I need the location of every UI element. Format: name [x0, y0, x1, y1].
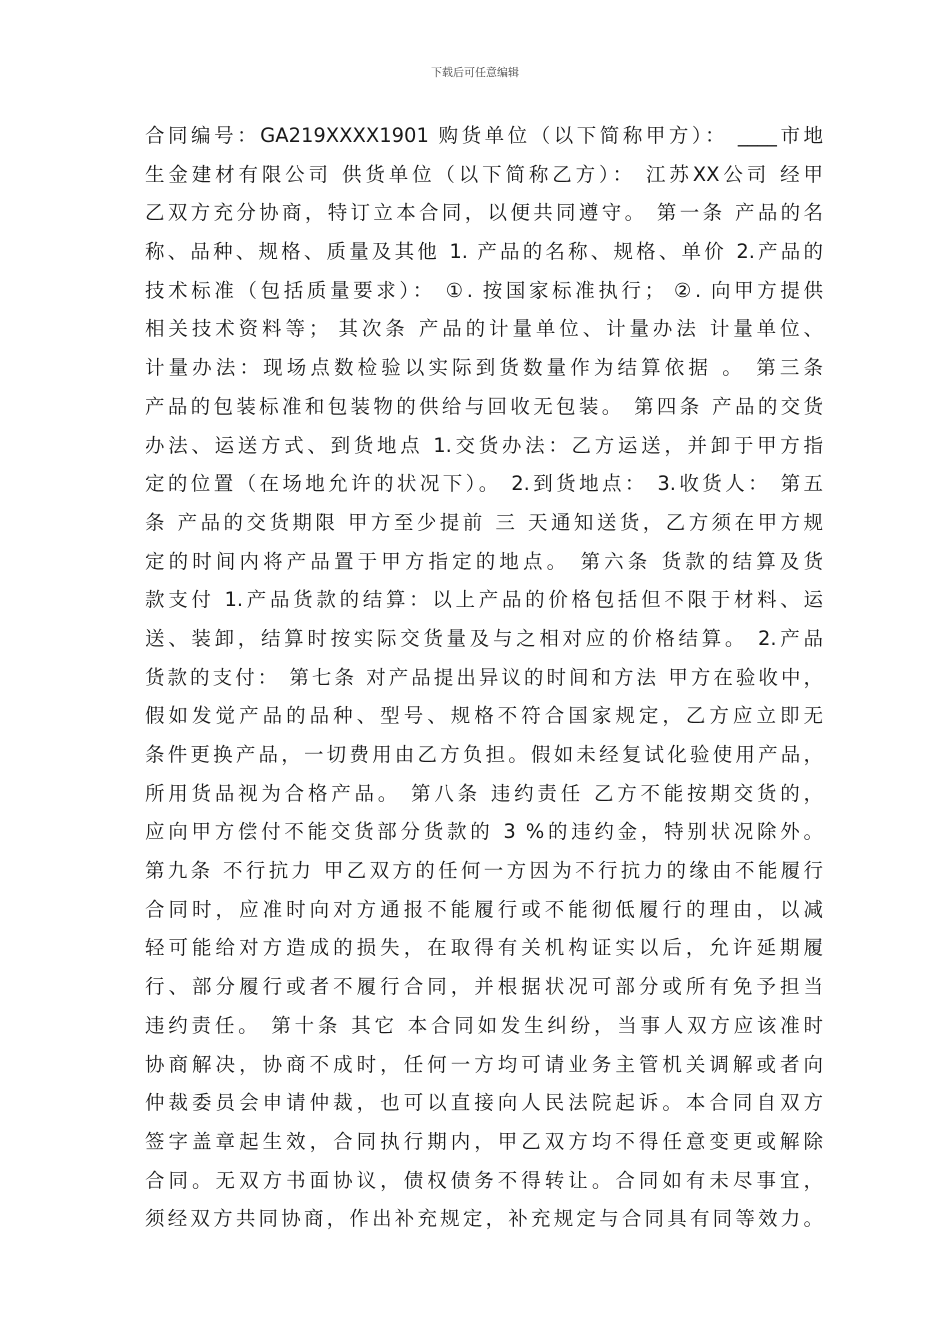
contract-text-line: 计量办法：现场点数检验以实际到货数量作为结算依据 。 第三条 [145, 356, 823, 380]
contract-text-line: 技术标准（包括质量要求）： ①. 按国家标准执行； ②. 向甲方提供 [145, 278, 823, 302]
contract-text-line: 办法、运送方式、到货地点 1.交货办法：乙方运送，并卸于甲方指 [145, 433, 823, 457]
contract-text-line: 假如发觉产品的品种、型号、规格不符合国家规定，乙方应立即无 [145, 704, 823, 728]
contract-text-line: 第九条 不行抗力 甲乙双方的任何一方因为不行抗力的缘由不能履行 [145, 859, 823, 883]
contract-text-line: 行、部分履行或者不履行合同，并根据状况可部分或所有免予担当 [145, 975, 823, 999]
contract-text-line: 合同编号：GA219XXXX1901 购货单位（以下简称甲方）： ____市地 [145, 124, 823, 147]
contract-text-line: 产品的包装标准和包装物的供给与回收无包装。 第四条 产品的交货 [145, 394, 823, 418]
contract-text-line: 相关技术资料等； 其次条 产品的计量单位、计量办法 计量单位、 [145, 317, 823, 341]
contract-text-line: 货款的支付： 第七条 对产品提出异议的时间和方法 甲方在验收中， [145, 665, 823, 689]
contract-text-line: 生金建材有限公司 供货单位（以下简称乙方）： 江苏XX公司 经甲 [145, 162, 823, 186]
contract-text-line: 条 产品的交货期限 甲方至少提前 三 天通知送货，乙方须在甲方规 [145, 510, 823, 534]
contract-text-line: 定的位置（在场地允许的状况下）。 2.到货地点： 3.收货人： 第五 [145, 472, 823, 496]
contract-text-line: 协商解决，协商不成时，任何一方均可请业务主管机关调解或者向 [145, 1052, 823, 1076]
contract-body [145, 121, 823, 1243]
contract-text-line: 须经双方共同协商，作出补充规定，补充规定与合同具有同等效力。 [145, 1207, 823, 1231]
contract-text-line: 送、装卸，结算时按实际交货量及与之相对应的价格结算。 2.产品 [145, 626, 823, 650]
contract-text-line: 合同。无双方书面协议，债权债务不得转让。合同如有未尽事宜， [145, 1168, 823, 1192]
contract-text-line: 应向甲方偿付不能交货部分货款的 3 %的违约金，特别状况除外。 [145, 820, 823, 844]
contract-text-line: 款支付 1.产品货款的结算：以上产品的价格包括但不限于材料、运 [145, 588, 823, 612]
contract-text-line: 条件更换产品，一切费用由乙方负担。假如未经复试化验使用产品， [145, 743, 823, 766]
contract-text-line: 称、品种、规格、质量及其他 1. 产品的名称、规格、单价 2.产品的 [145, 240, 823, 264]
contract-text-line: 轻可能给对方造成的损失，在取得有关机构证实以后，允许延期履 [145, 936, 823, 960]
contract-text-line: 签字盖章起生效，合同执行期内，甲乙双方均不得任意变更或解除 [145, 1129, 823, 1153]
page-header: 下载后可任意编辑 [431, 66, 519, 79]
contract-text-line: 定的时间内将产品置于甲方指定的地点。 第六条 货款的结算及货 [145, 549, 823, 573]
contract-text-line: 违约责任。 第十条 其它 本合同如发生纠纷，当事人双方应该准时 [145, 1013, 823, 1037]
contract-text-line: 所用货品视为合格产品。 第八条 违约责任 乙方不能按期交货的， [145, 781, 823, 805]
contract-text-line: 仲裁委员会申请仲裁，也可以直接向人民法院起诉。本合同自双方 [145, 1091, 823, 1115]
contract-text-line: 乙双方充分协商，特订立本合同，以便共同遵守。 第一条 产品的名 [145, 201, 823, 225]
contract-text-line: 合同时，应准时向对方通报不能履行或不能彻低履行的理由，以减 [145, 897, 823, 921]
